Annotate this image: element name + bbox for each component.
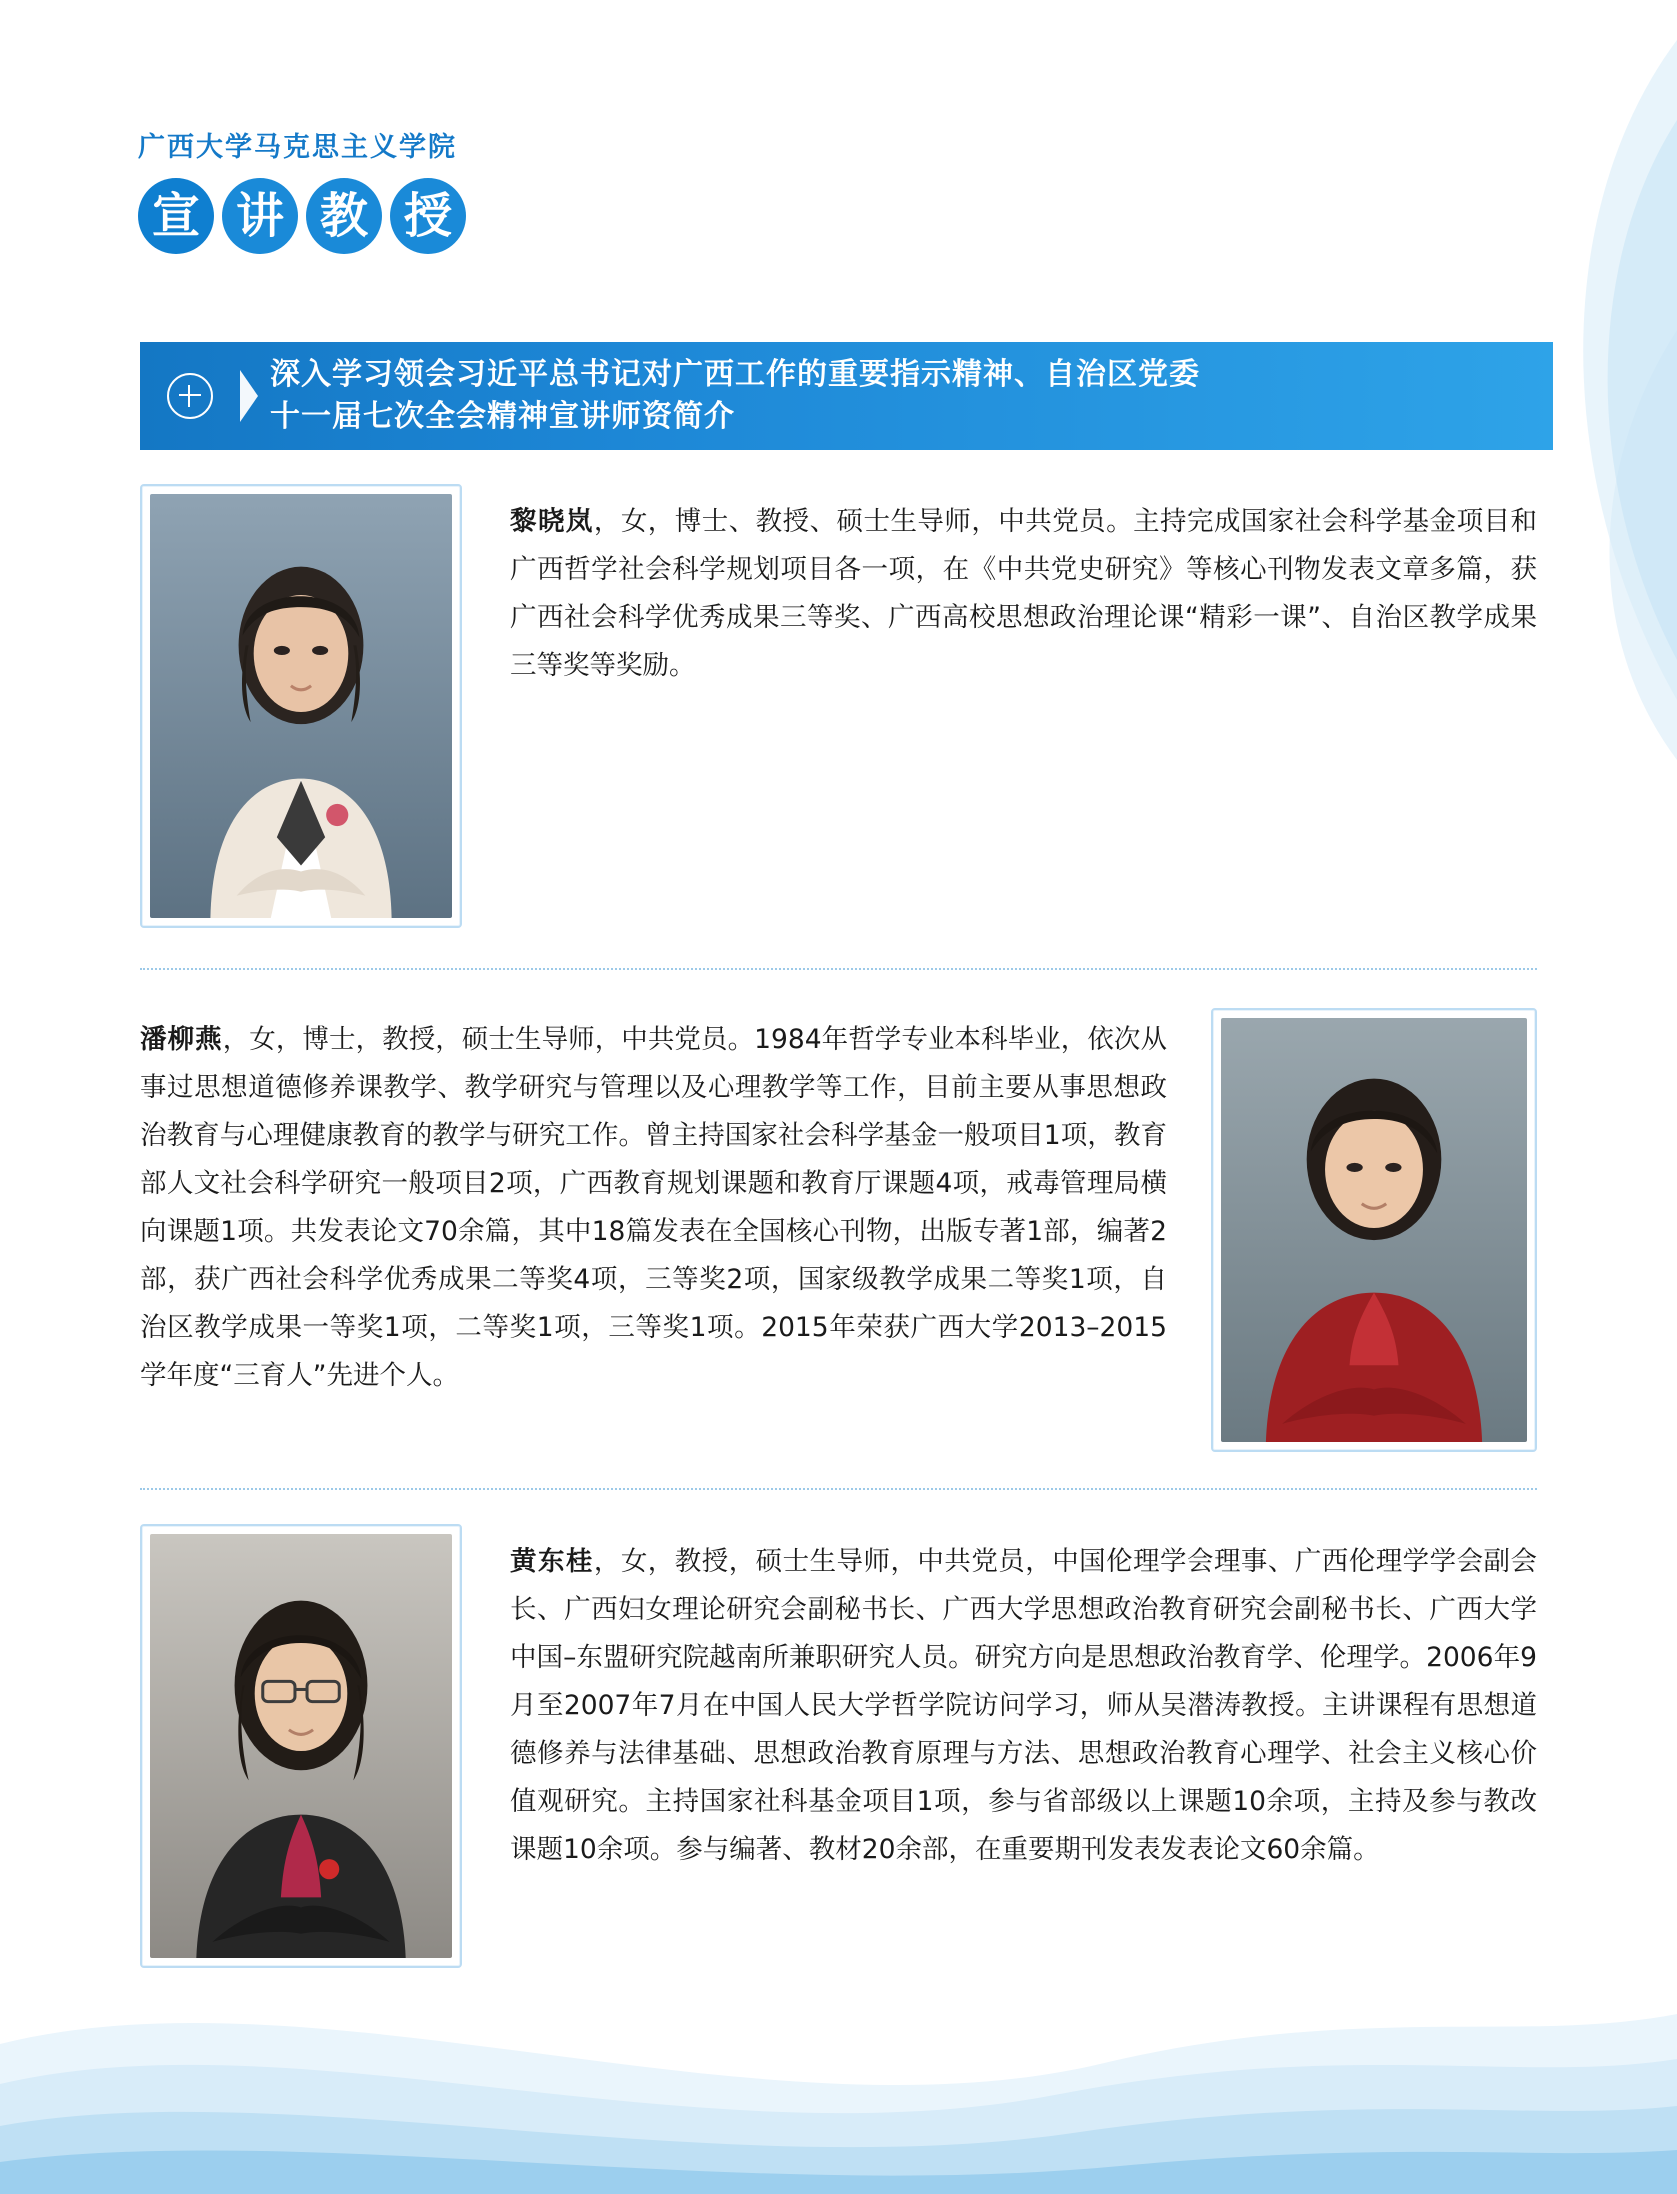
profile-name: 黄东桂 bbox=[510, 1546, 594, 1577]
masthead-title bbox=[138, 178, 1677, 254]
banner-line-1: 深入学习领会习近平总书记对广西工作的重要指示精神、自治区党委 bbox=[270, 357, 1200, 392]
profile-item bbox=[140, 1008, 1537, 1452]
masthead-title-char: 教 bbox=[306, 178, 382, 254]
profile-bio bbox=[462, 1524, 1537, 1874]
banner-text bbox=[270, 342, 1553, 450]
plus-circle-icon bbox=[140, 342, 240, 450]
profile-bio bbox=[462, 484, 1537, 690]
section-banner bbox=[140, 342, 1553, 450]
masthead-title-char: 讲 bbox=[222, 178, 298, 254]
divider bbox=[140, 968, 1537, 970]
profile-bio-text: ，女，博士，教授，硕士生导师，中共党员。1984年哲学专业本科毕业，依次从事过思想道德修养课教学、教学研究与管理以及心理教学等工作，目前主要从事思想政治教育与心理健康教育的教学与研究工作。曾主持国家社会科学基金一般项目1项，教育部人文社会科学研究一般项目2项，广西教育规划课题和教育厅课题4项，戒毒管理局横向课题1项。共发表论文70余篇，其中18篇发表在全国核心刊物，出版专著1部，编著2部，获广西社会科学优秀成果二等奖4项，三等奖2项，国家级教学成果二等奖1项，自治区教学成果一等奖1项，二等奖1项，三等奖1项。2015年荣获广西大学2013–2015学年度“三育人”先进个人。 bbox=[140, 1024, 1167, 1391]
profile-name: 潘柳燕 bbox=[140, 1024, 223, 1055]
banner-line-2: 十一届七次全会精神宣讲师资简介 bbox=[270, 399, 735, 434]
avatar bbox=[140, 484, 462, 928]
profile-bio bbox=[140, 1008, 1211, 1400]
organization-name: 广西大学马克思主义学院 bbox=[138, 132, 457, 163]
portrait-image-pan-liuyan bbox=[1221, 1018, 1527, 1442]
chevron-right-icon bbox=[240, 342, 270, 450]
profile-item bbox=[140, 1524, 1537, 1968]
profile-list bbox=[140, 484, 1537, 1968]
profile-name: 黎晓岚 bbox=[510, 506, 594, 537]
masthead-title-char: 宣 bbox=[138, 178, 214, 254]
avatar bbox=[140, 1524, 462, 1968]
profile-bio-text: ，女，博士、教授、硕士生导师，中共党员。主持完成国家社会科学基金项目和广西哲学社会科学规划项目各一项，在《中共党史研究》等核心刊物发表文章多篇，获广西社会科学优秀成果三等奖、广西高校思想政治理论课“精彩一课”、自治区教学成果三等奖等奖励。 bbox=[510, 506, 1538, 681]
avatar bbox=[1211, 1008, 1537, 1452]
profile-item bbox=[140, 484, 1537, 928]
profile-bio-text: ，女，教授，硕士生导师，中共党员，中国伦理学会理事、广西伦理学学会副会长、广西妇女理论研究会副秘书长、广西大学思想政治教育研究会副秘书长、广西大学中国–东盟研究院越南所兼职研究人员。研究方向是思想政治教育学、伦理学。2006年9月至2007年7月在中国人民大学哲学院访问学习，师从吴潜涛教授。主讲课程有思想道德修养与法律基础、思想政治教育原理与方法、思想政治教育心理学、社会主义核心价值观研究。主持国家社科基金项目1项，参与省部级以上课题10余项，主持及参与教改课题10余项。参与编著、教材20余部，在重要期刊发表发表论文60余篇。 bbox=[510, 1546, 1538, 1865]
portrait-image-huang-donggui bbox=[150, 1534, 452, 1958]
masthead-title-char: 授 bbox=[390, 178, 466, 254]
portrait-image-li-xiaolan bbox=[150, 494, 452, 918]
divider bbox=[140, 1488, 1537, 1490]
masthead bbox=[0, 0, 1677, 254]
